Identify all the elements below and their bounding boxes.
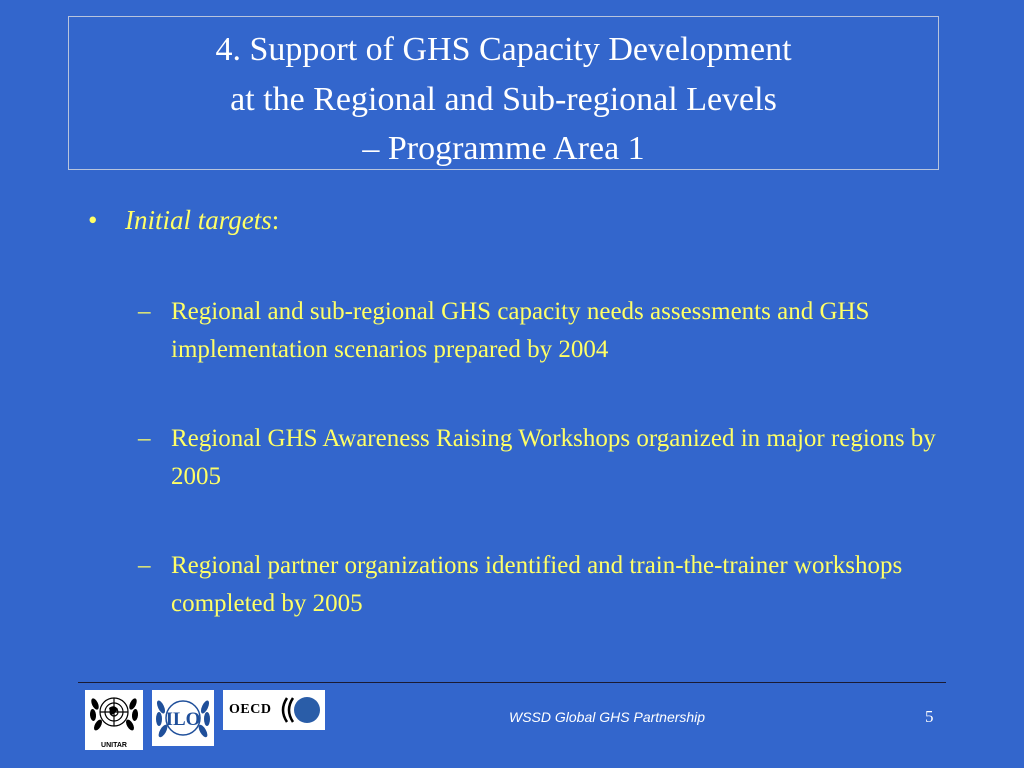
oecd-logo-text: OECD <box>229 702 272 717</box>
title-line-3: – Programme Area 1 <box>362 130 645 168</box>
sub-item-marker: – <box>138 552 151 579</box>
slide-title <box>68 16 939 170</box>
title-line-1: 4. Support of GHS Capacity Development <box>215 31 792 68</box>
ilo-logo <box>152 690 214 746</box>
sub-item-marker: – <box>138 425 151 452</box>
footer-divider <box>78 682 946 683</box>
bullet-label-suffix: : <box>271 205 280 235</box>
un-emblem-icon <box>85 690 143 740</box>
footer-caption: WSSD Global GHS Partnership <box>509 709 706 725</box>
ilo-emblem-icon <box>152 690 214 746</box>
bullet-marker: • <box>88 205 98 235</box>
title-line-2: at the Regional and Sub-regional Levels <box>230 80 777 118</box>
sub-item-text: Regional GHS Awareness Raising Workshops organized in major regions by 2005 <box>171 425 936 490</box>
oecd-emblem-icon <box>223 690 325 730</box>
page-number: 5 <box>925 707 934 726</box>
bullet-label-italic: Initial targets <box>125 205 272 235</box>
sub-item-marker: – <box>138 298 151 325</box>
oecd-logo <box>223 690 325 730</box>
svg-text:ILO: ILO <box>165 709 201 730</box>
bullet-label <box>125 205 279 236</box>
un-unitar-logo <box>85 690 143 750</box>
sub-item-text: Regional and sub-regional GHS capacity needs assessments and GHS implementation scenarios prepared by 2004 <box>171 298 870 363</box>
unitar-logo-text: UNITAR <box>101 742 127 749</box>
sub-item-text: Regional partner organizations identified and train-the-trainer workshops completed by 2005 <box>171 552 903 617</box>
